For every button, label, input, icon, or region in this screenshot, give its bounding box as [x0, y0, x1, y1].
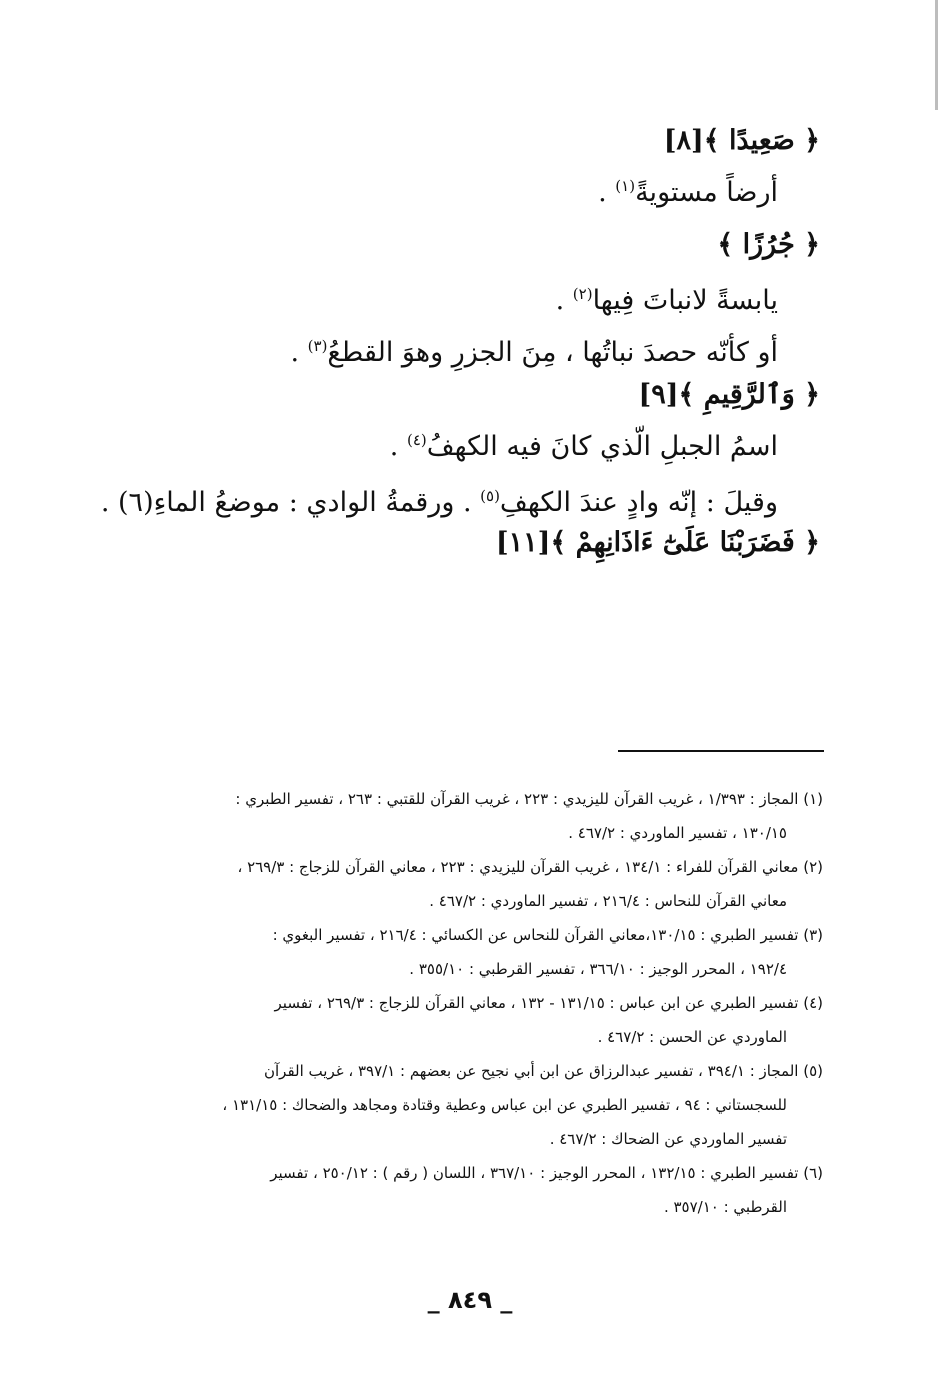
footnote-line: (٥) المجاز : ٣٩٤/١ ، تفسير عبدالرزاق عن ابن أبي نجيح عن بعضهم : ٣٩٧/١ ، غريب القرآن	[263, 1062, 823, 1080]
footnote-marker: (٤)	[406, 431, 427, 449]
footnote-line: (٦) تفسير الطبري : ١٣٢/١٥ ، المحرر الوجيز : ٣٦٧/١٠ ، اللسان ( رقم ) : ٢٥٠/١٢ ، تفسير	[270, 1164, 823, 1182]
quran-word: ﴿ فَضَرَبْنَا عَلَىٰٓ ءَاذَانِهِمْ ﴾[١١]	[495, 527, 820, 558]
definition-line	[100, 488, 778, 518]
definition-text: يابسةً لانباتَ فِيها	[592, 285, 778, 316]
footnote-line: تفسير الماوردي عن الضحاك : ٤٦٧/٢ .	[549, 1130, 787, 1148]
footnotes	[133, 790, 823, 1232]
quran-word-line	[100, 528, 820, 558]
footnote-line: (٤) تفسير الطبري عن ابن عباس : ١٣١/١٥ - ١٣٢ ، معاني القرآن للزجاج : ٢٦٩/٣ ، تفسير	[274, 994, 823, 1012]
footnote-line: ١٩٢/٤ ، المحرر الوجيز : ٣٦٦/١٠ ، تفسير القرطبي : ٣٥٥/١٠ .	[409, 960, 787, 978]
quran-word-line	[100, 126, 820, 156]
footnote-divider	[618, 750, 824, 752]
main-text	[100, 112, 820, 558]
footnote-line: للسجستاني : ٩٤ ، تفسير الطبري عن ابن عباس وعطية وقتادة ومجاهد والضحاك : ١٣١/١٥ ،	[222, 1096, 787, 1114]
definition-end: .	[290, 337, 308, 368]
definition-line	[100, 338, 778, 368]
definition-text: وقيلَ : إنّه وادٍ عندَ الكهفِ	[499, 487, 778, 518]
definition-line	[100, 178, 778, 208]
quran-word: ﴿ صَعِيدًا ﴾[٨]	[663, 125, 820, 156]
definition-text: أرضاً مستويةً	[635, 177, 778, 208]
definition-text: أو كأنّه حصدَ نباتُها ، مِنَ الجزرِ وهوَ القطعُ	[327, 337, 778, 368]
footnote-line: (٢) معاني القرآن للفراء : ١٣٤/١ ، غريب القرآن لليزيدي : ٢٢٣ ، معاني القرآن للزجاج : ٢٦٩/٣ ،	[237, 858, 823, 876]
definition-end: .	[389, 431, 407, 462]
quran-word: ﴿ وَٱلرَّقِيمِ ﴾[٩]	[638, 379, 820, 410]
footnote-marker: (٥)	[480, 487, 500, 505]
footnote-line: معاني القرآن للنحاس : ٢١٦/٤ ، تفسير الماوردي : ٤٦٧/٢ .	[429, 892, 787, 910]
definition-line	[100, 286, 778, 316]
quran-word: ﴿ جُرُزًا ﴾	[717, 229, 820, 260]
footnote-line: (١) المجاز : ١/٣٩٣ ، غريب القرآن لليزيدي : ٢٢٣ ، غريب القرآن للقتبي : ٢٦٣ ، تفسير الطبري :	[235, 790, 823, 808]
footnote-line: ١٣٠/١٥ ، تفسير الماوردي : ٤٦٧/٢ .	[568, 824, 787, 842]
page-edge-shadow	[935, 0, 938, 110]
definition-end: .	[555, 285, 573, 316]
definition-line	[100, 432, 778, 462]
footnote-line: الماوردي عن الحسن : ٤٦٧/٢ .	[597, 1028, 787, 1046]
definition-end: .	[598, 177, 616, 208]
footnote-line: القرطبي : ٣٥٧/١٠ .	[663, 1198, 787, 1216]
definition-end: . ورقمةُ الوادي : موضعُ الماءِ(٦) .	[100, 487, 481, 518]
quran-word-line	[100, 230, 820, 260]
quran-word-line	[100, 380, 820, 410]
footnote-marker: (٣)	[307, 337, 328, 355]
footnote-marker: (٢)	[572, 285, 593, 303]
page-number: _ ٨٤٩ _	[427, 1286, 513, 1314]
definition-text: اسمُ الجبلِ الّذي كانَ فيه الكهفُ	[426, 431, 778, 462]
footnote-line: (٣) تفسير الطبري : ١٣٠/١٥،معاني القرآن للنحاس عن الكسائي : ٢١٦/٤ ، تفسير البغوي :	[272, 926, 823, 944]
footnote-marker: (١)	[615, 177, 636, 195]
